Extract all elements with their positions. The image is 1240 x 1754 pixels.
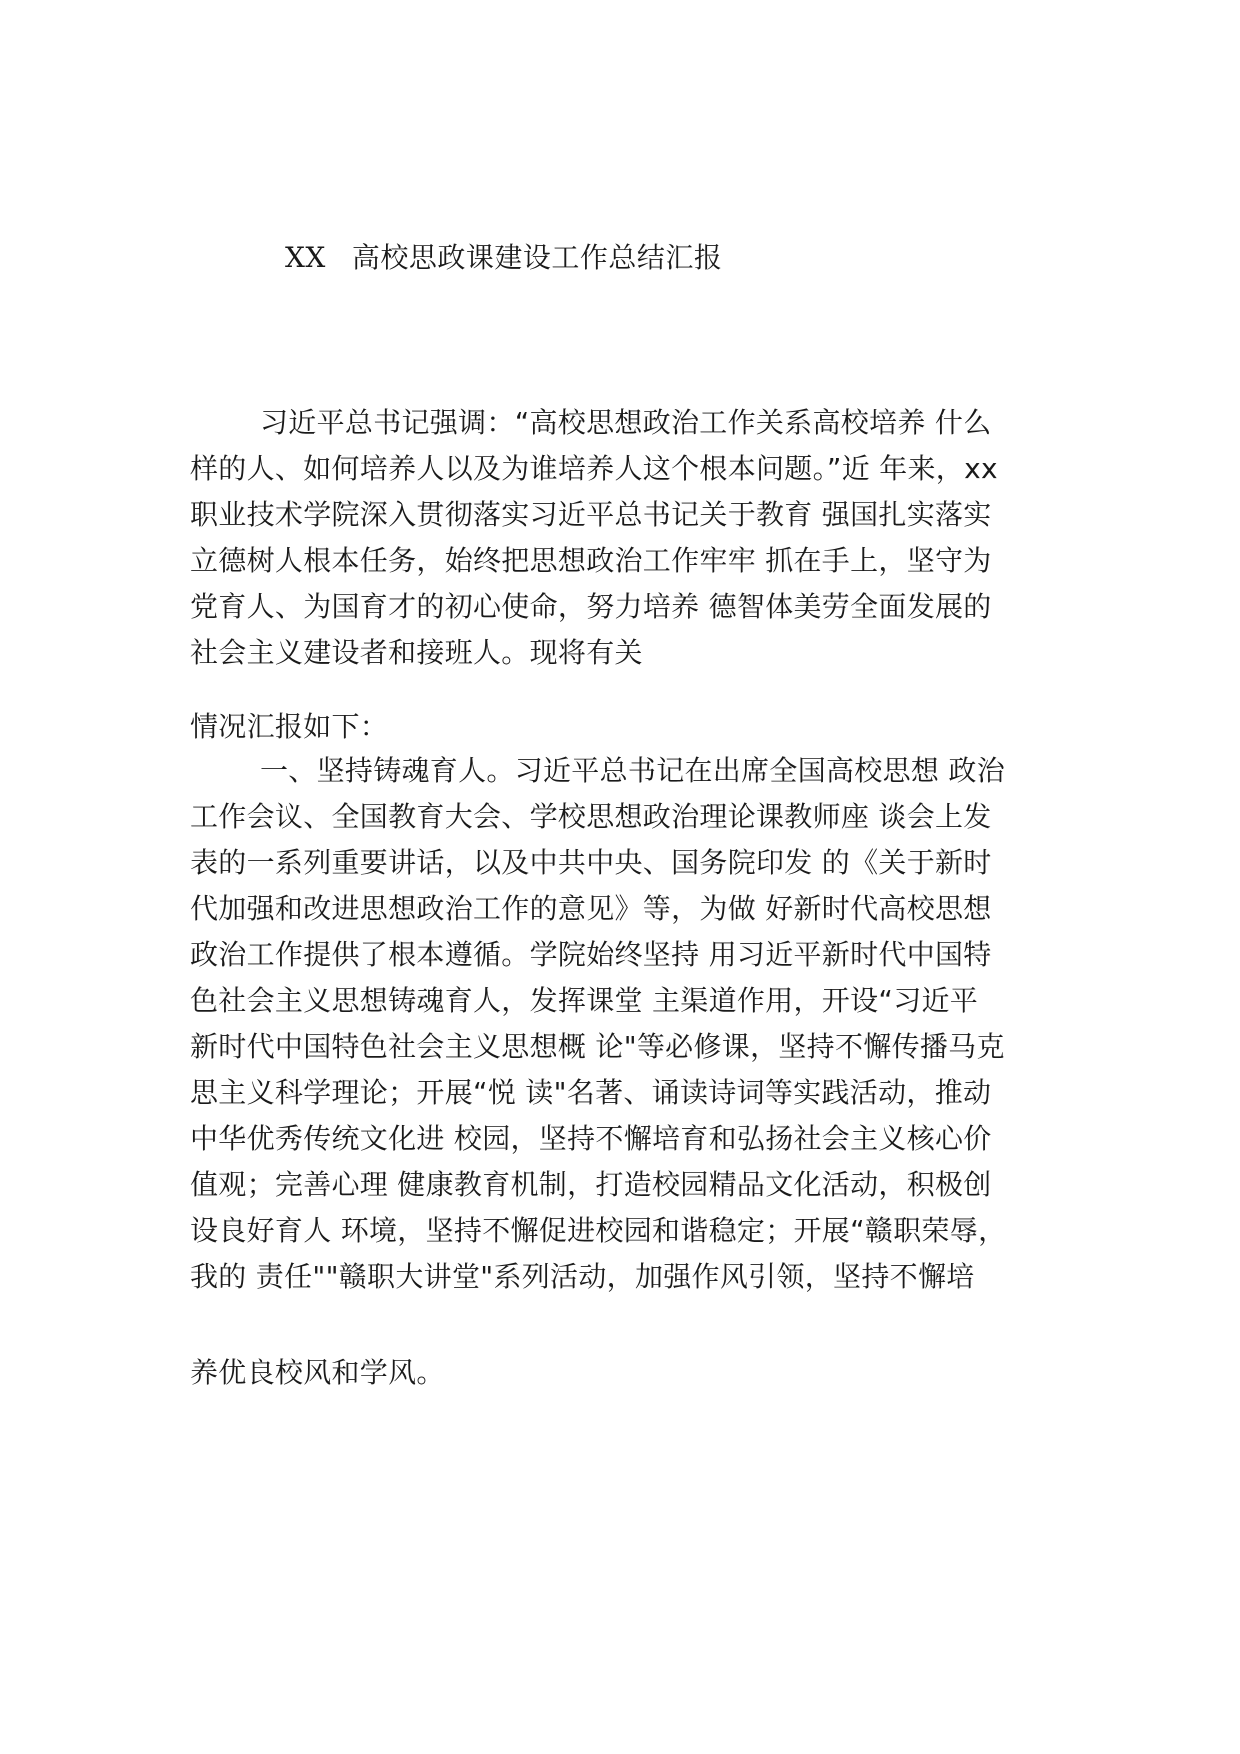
paragraph-line: 情况汇报如下： — [190, 710, 389, 743]
title-text: 高校思政课建设工作总结汇报 — [351, 241, 723, 274]
paragraph-line: 工作会议、全国教育大会、学校思想政治理论课教师座 谈会上发 — [190, 800, 992, 833]
title-prefix: XX — [285, 241, 326, 274]
paragraph-line: 新时代中国特色社会主义思想概 论"等必修课，坚持不懈传播马克 — [190, 1030, 1005, 1063]
paragraph-closing — [190, 1350, 1045, 1396]
paragraph-line: 思主义科学理论；开展“悦 读"名著、诵读诗词等实践活动，推动 — [190, 1076, 992, 1109]
paragraph-line: 政治工作提供了根本遵循。学院始终坚持 用习近平新时代中国特 — [190, 938, 992, 971]
paragraph-line: 党育人、为国育才的初心使命，努力培养 德智体美劳全面发展的 — [190, 590, 992, 623]
paragraph-line: 代加强和改进思想政治工作的意见》等，为做 好新时代高校思想 — [190, 892, 992, 925]
paragraph-line: 样的人、如何培养人以及为谁培养人这个根本问题。”近 年来，xx — [190, 452, 998, 485]
paragraph-line: 我的 责任""赣职大讲堂"系列活动，加强作风引领，坚持不懈培 — [190, 1260, 975, 1293]
document-title — [285, 238, 722, 278]
paragraph-line: 习近平总书记强调：“高校思想政治工作关系高校培养 什么 — [260, 406, 992, 439]
paragraph-line: 中华优秀传统文化进 校园，坚持不懈培育和弘扬社会主义核心价 — [190, 1122, 992, 1155]
paragraph-line: 养优良校风和学风。 — [190, 1356, 445, 1389]
paragraph-line: 色社会主义思想铸魂育人，发挥课堂 主渠道作用，开设“习近平 — [190, 984, 979, 1017]
paragraph-line: 表的一系列重要讲话，以及中共中央、国务院印发 的《关于新时 — [190, 846, 992, 879]
paragraph-line: 社会主义建设者和接班人。现将有关 — [190, 636, 643, 669]
paragraph-report-lead — [190, 704, 1045, 750]
paragraph-line: 立德树人根本任务，始终把思想政治工作牢牢 抓在手上，坚守为 — [190, 544, 992, 577]
paragraph-line: 一、坚持铸魂育人。习近平总书记在出席全国高校思想 政治 — [260, 754, 1006, 787]
paragraph-line: 职业技术学院深入贯彻落实习近平总书记关于教育 强国扎实落实 — [190, 498, 992, 531]
paragraph-line: 设良好育人 环境，坚持不懈促进校园和谐稳定；开展“赣职荣辱， — [190, 1214, 1007, 1247]
paragraph-intro — [190, 400, 1045, 676]
paragraph-section-one — [190, 748, 1045, 1300]
paragraph-line: 值观；完善心理 健康教育机制，打造校园精品文化活动，积极创 — [190, 1168, 992, 1201]
